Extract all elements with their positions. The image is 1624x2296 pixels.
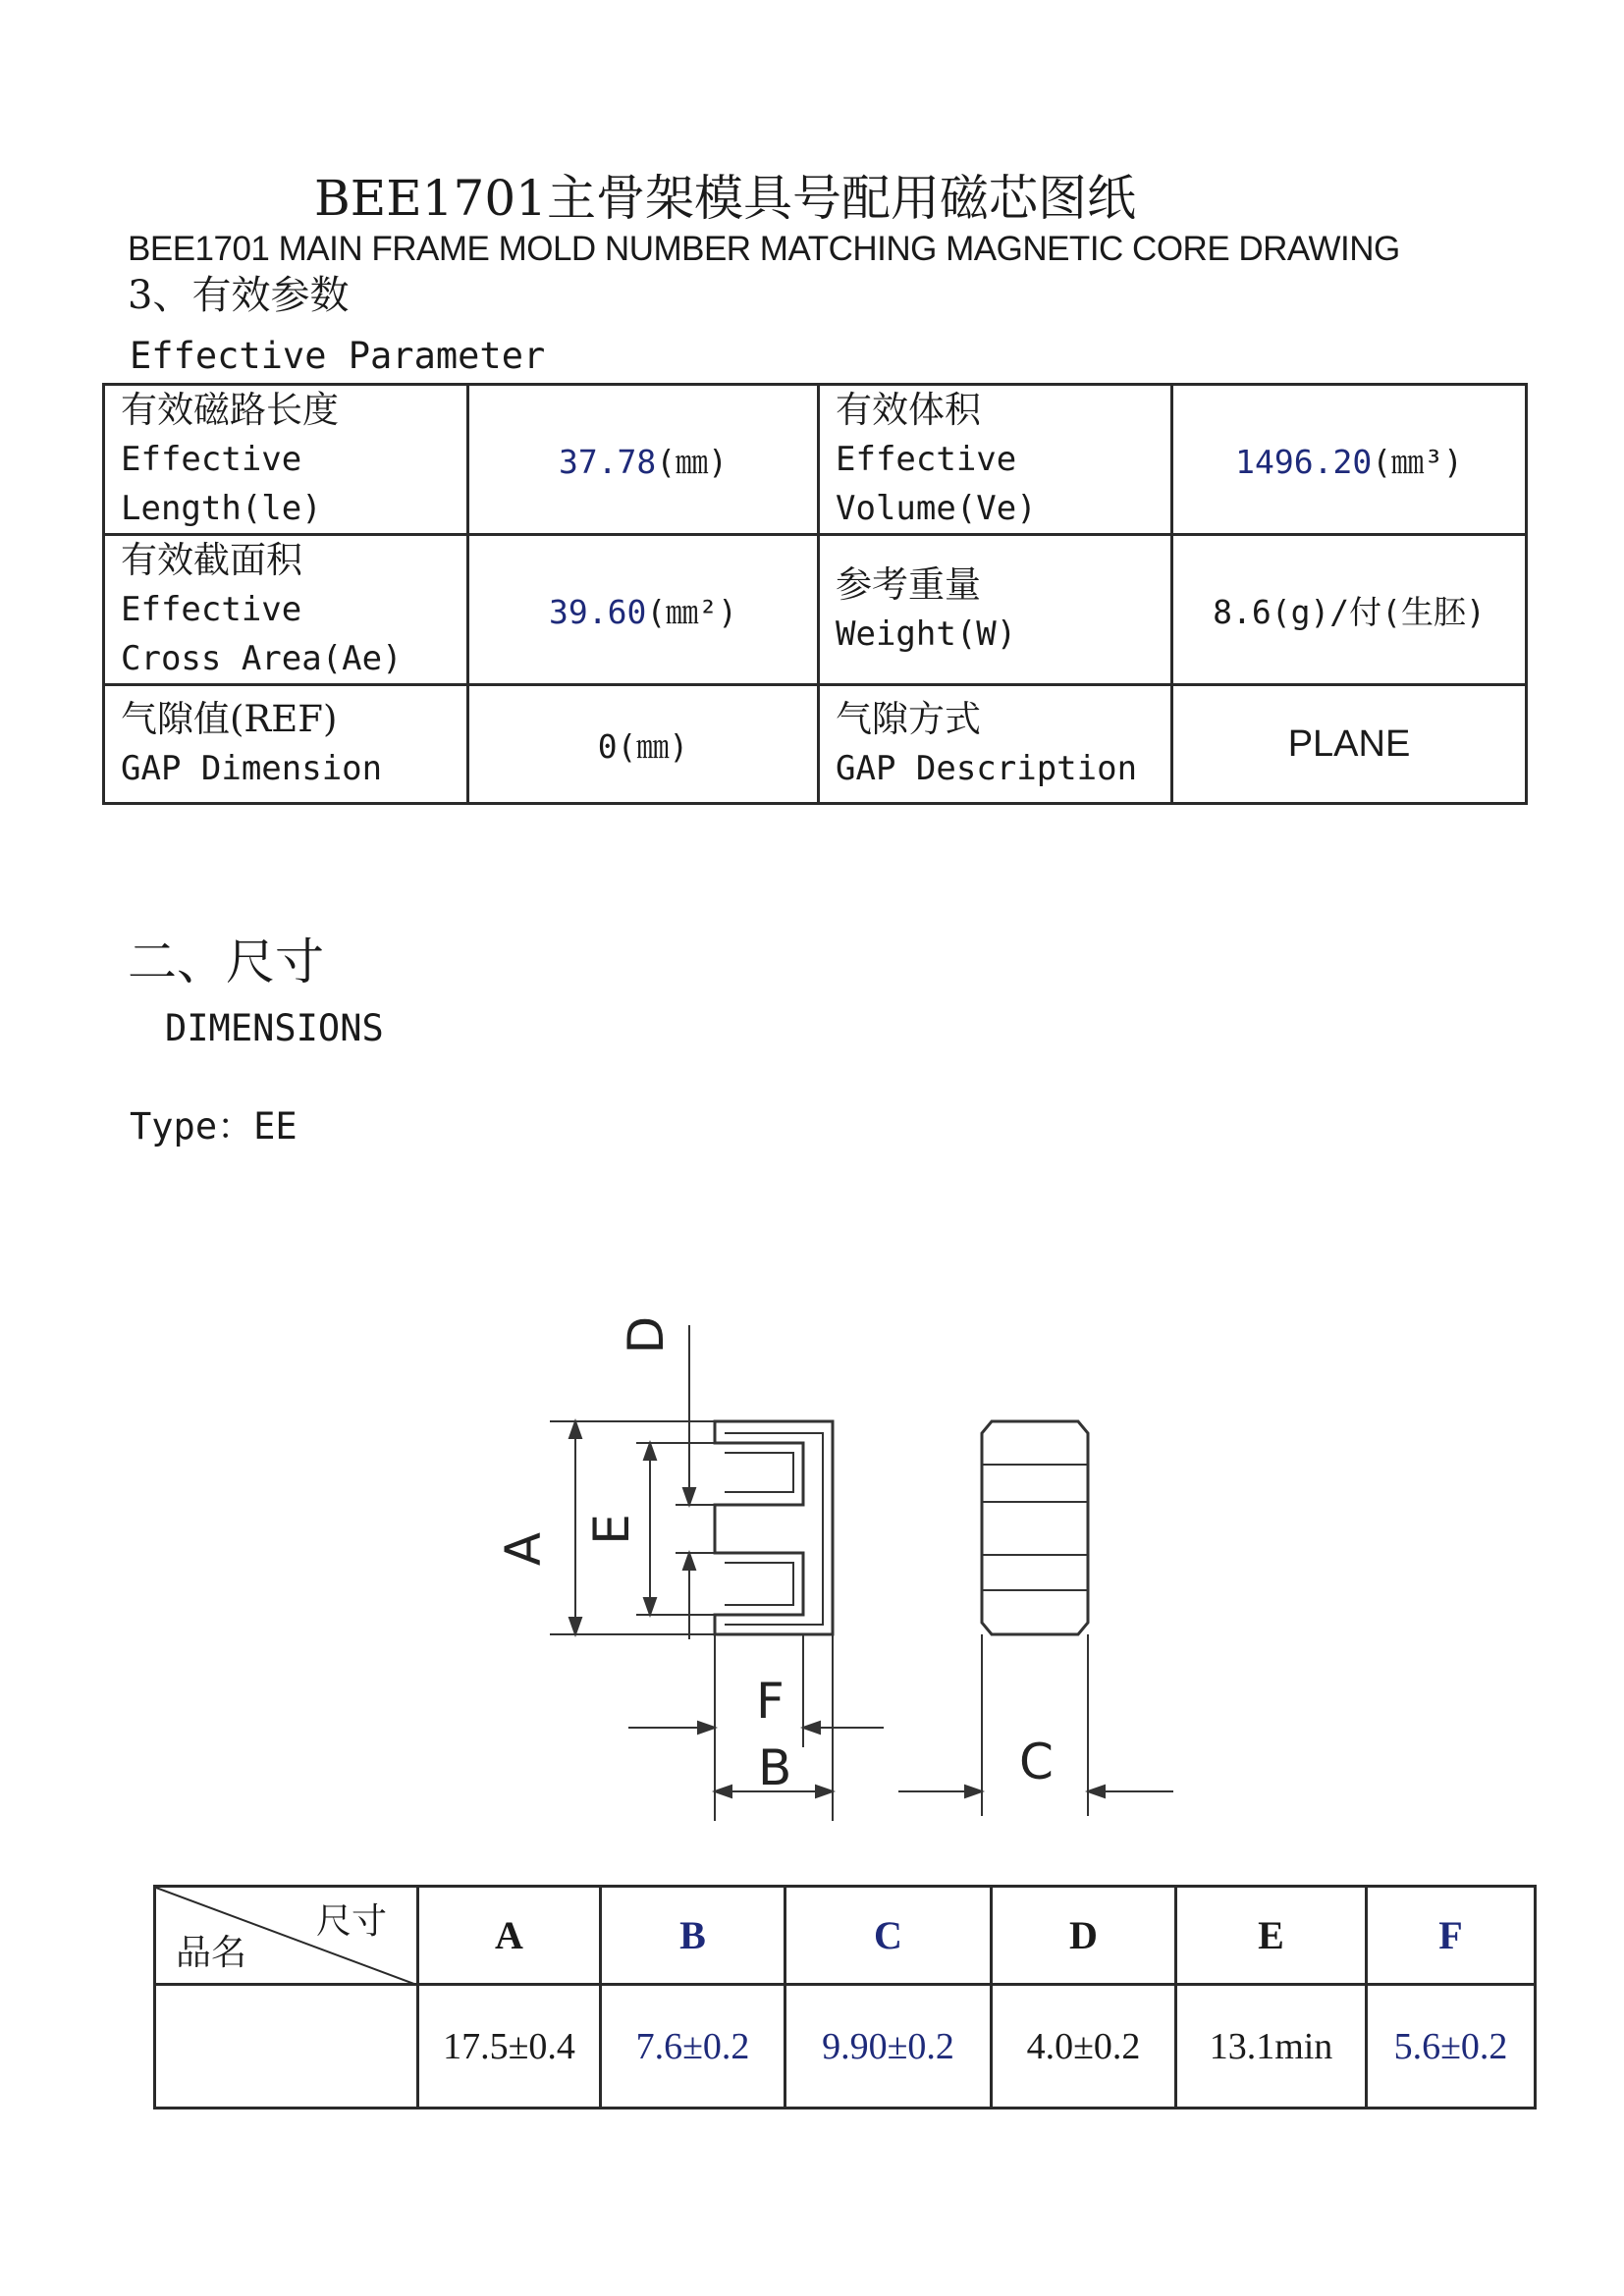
dims-header-f: F	[1367, 1887, 1536, 1985]
param-unit: (㎜³)	[1372, 442, 1463, 481]
dim-label-d: D	[618, 1315, 675, 1355]
dim-label-f: F	[756, 1673, 785, 1730]
param-number: 1496.20	[1235, 442, 1373, 481]
param-label-en: GAP Description	[836, 749, 1138, 788]
param-label-cn: 气隙值(REF)	[121, 698, 338, 740]
section-heading-dimensions-cn: 二、尺寸	[128, 934, 324, 990]
param-label-en: Effective	[836, 440, 1017, 479]
param-value-weight: 8.6(g)/付(生胚)	[1172, 535, 1527, 685]
corner-dim-label: 尺寸	[315, 1901, 387, 1942]
param-label-le	[104, 385, 468, 535]
dimensions-table	[153, 1885, 1537, 2109]
page-title-en: BEE1701 MAIN FRAME MOLD NUMBER MATCHING MAGNETIC CORE DRAWING	[128, 230, 1400, 268]
param-label-en: GAP Dimension	[121, 749, 383, 788]
page-title-cn: BEE1701主骨架模具号配用磁芯图纸	[314, 170, 1136, 227]
param-label-cn: 有效磁路长度	[121, 389, 339, 431]
param-value-gap: 0(㎜)	[468, 685, 819, 804]
e-core-inner-line	[725, 1433, 823, 1625]
dims-header-a: A	[418, 1887, 601, 1985]
dims-value-b: 7.6±0.2	[601, 1985, 785, 2109]
param-number: 39.60	[549, 592, 647, 631]
dims-header-c: C	[785, 1887, 992, 1985]
end-view-inner-lines	[982, 1465, 1088, 1590]
dim-label-c: C	[1019, 1734, 1054, 1790]
param-unit: (㎜²)	[646, 592, 737, 631]
param-unit: (㎜)	[656, 442, 729, 481]
dims-value-row	[155, 1985, 1536, 2109]
dims-header-e: E	[1176, 1887, 1367, 1985]
param-label-ae	[104, 535, 468, 685]
dims-corner-cell	[155, 1887, 418, 1985]
param-value-ae	[468, 535, 819, 685]
param-label-en: Cross Area(Ae)	[121, 639, 403, 678]
param-label-gap-desc	[819, 685, 1172, 804]
param-number: 37.78	[558, 442, 657, 481]
dims-value-c: 9.90±0.2	[785, 1985, 992, 2109]
param-label-en: Effective	[121, 590, 302, 629]
param-value-gap-desc: PLANE	[1172, 685, 1527, 804]
param-label-weight	[819, 535, 1172, 685]
dims-value-a: 17.5±0.4	[418, 1985, 601, 2109]
dim-label-a: A	[495, 1531, 552, 1567]
ee-core-drawing	[491, 1296, 1218, 1845]
dim-label-b: B	[758, 1739, 792, 1796]
dims-header-d: D	[992, 1887, 1176, 1985]
section-heading-dimensions-en: DIMENSIONS	[165, 1007, 384, 1049]
param-label-en: Weight(W)	[836, 614, 1017, 654]
param-label-cn: 气隙方式	[836, 698, 981, 740]
param-label-cn: 有效截面积	[121, 539, 302, 581]
param-value-le	[468, 385, 819, 535]
end-view-outline	[982, 1421, 1088, 1634]
param-label-cn: 有效体积	[836, 389, 981, 431]
dims-header-row	[155, 1887, 1536, 1985]
param-label-en: Length(le)	[121, 489, 322, 528]
param-label-ve	[819, 385, 1172, 535]
dim-label-e: E	[583, 1514, 640, 1545]
param-label-gap	[104, 685, 468, 804]
param-label-en: Volume(Ve)	[836, 489, 1037, 528]
dims-value-d: 4.0±0.2	[992, 1985, 1176, 2109]
param-row	[104, 385, 1527, 535]
section-heading-effective-en: Effective Parameter	[130, 335, 546, 377]
dims-product-name-cell	[155, 1985, 418, 2109]
param-row	[104, 535, 1527, 685]
dims-value-f: 5.6±0.2	[1367, 1985, 1536, 2109]
dims-header-b: B	[601, 1887, 785, 1985]
dims-value-e: 13.1min	[1176, 1985, 1367, 2109]
section-heading-effective-cn: 3、有效参数	[128, 273, 350, 318]
param-value-ve	[1172, 385, 1527, 535]
corner-name-label: 品名	[176, 1933, 247, 1973]
param-label-en: Effective	[121, 440, 302, 479]
param-row	[104, 685, 1527, 804]
effective-parameter-table	[102, 383, 1528, 805]
param-label-cn: 参考重量	[836, 563, 981, 606]
core-type-label: Type：EE	[130, 1105, 298, 1148]
